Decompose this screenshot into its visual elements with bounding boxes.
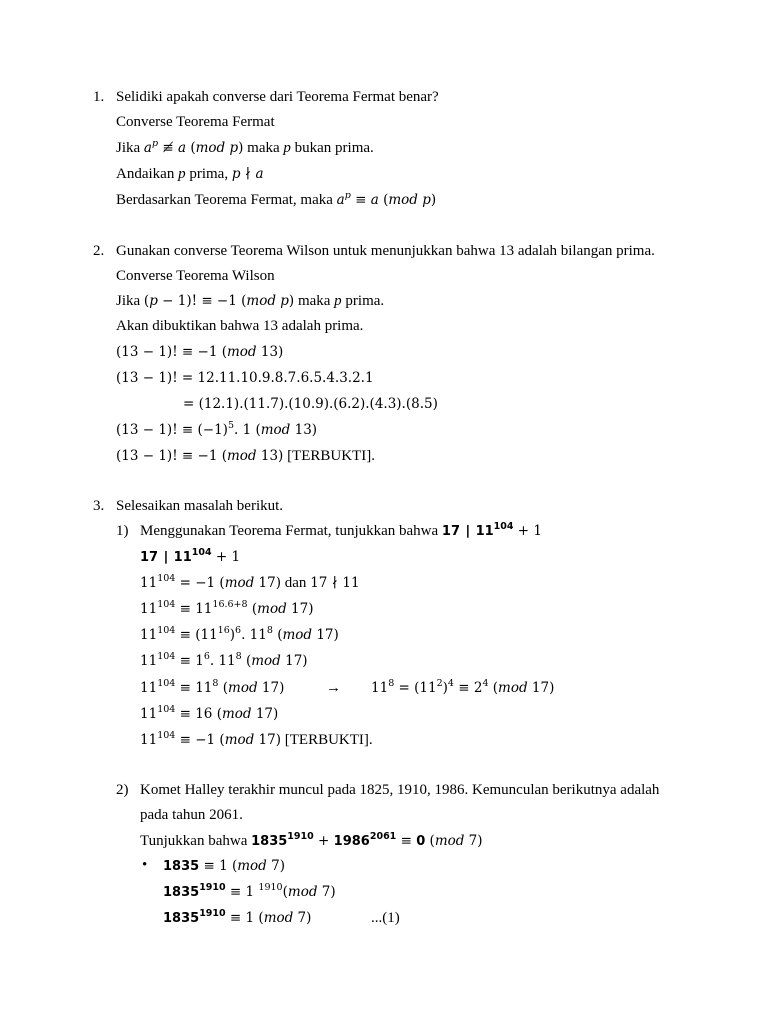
q3-sub2-line1: Komet Halley terakhir muncul pada 1825, 1910, 1986. Kemunculan berikutnya adalah <box>140 782 660 798</box>
equation-reference: ...(1) <box>371 910 400 926</box>
q2-statement: Jika (p − 1)! ≡ −1 (mod p) maka p prima. <box>116 293 385 309</box>
q3-sub1-eq3: $11^{104} \equiv 11^{16.6+8}$ (mod 17) <box>140 599 314 617</box>
q2-eq3: = (12.1).(11.7).(10.9).(6.2).(4.3).(8.5) <box>183 396 438 412</box>
q3-sub1-eq7: $11^{104} \equiv 16$ (mod 17) <box>140 704 279 722</box>
q2-eq5: (13 − 1)! ≡ −1 (mod 13) [TERBUKTI]. <box>116 448 375 464</box>
q2-eq2: (13 − 1)! = 12.11.10.9.8.7.6.5.4.3.2.1 <box>116 370 374 386</box>
q1-statement: Jika $a^p$ ≢ a (mod p) maka p bukan prima. <box>116 138 374 156</box>
q3-sub2-eq1: 1835 ≡ 1 (mod 7) <box>163 858 285 874</box>
q3-sub2-line2: pada tahun 2061. <box>140 807 243 823</box>
q3-sub1-side-eq: $11^8 = (11^2)^4 \equiv 2^4$ (mod 17) <box>371 678 555 696</box>
q3-sub2-goal: Tunjukkan bahwa $1835^{1910} + 1986^{2061} \equiv 0$ (mod 7) <box>140 831 483 849</box>
q3-sub1-eq6: $11^{104} \equiv 11^8$ (mod 17) <box>140 678 285 696</box>
q3-number: 3. <box>93 498 105 514</box>
q3-title: Selesaikan masalah berikut. <box>116 498 284 514</box>
q3-sub1-eq8: $11^{104} \equiv -1$ (mod 17) [TERBUKTI]. <box>140 730 373 748</box>
q3-sub2-eq3: $1835^{1910} \equiv 1$ (mod 7) <box>163 908 312 926</box>
q1-subtitle: Converse Teorema Fermat <box>116 114 275 130</box>
q3-sub1-title: Menggunakan Teorema Fermat, tunjukkan bahwa 17 ∣ $11^{104} + 1$ <box>140 521 542 539</box>
q3-sub2-eq2: $1835^{1910} \equiv 1$ $^{1910}$(mod 7) <box>163 882 336 900</box>
q3-sub1-eq2: $11^{104} = -1$ (mod 17) dan 17 ∤ 11 <box>140 573 360 591</box>
q2-number: 2. <box>93 243 105 259</box>
q1-assumption: Andaikan p prima, p ∤ a <box>116 166 264 182</box>
q2-eq4: (13 − 1)! ≡ $(-1)^5$. 1 (mod 13) <box>116 420 318 438</box>
q2-claim: Akan dibuktikan bahwa 13 adalah prima. <box>116 318 364 334</box>
bullet-icon: • <box>142 857 148 873</box>
implies-arrow: → <box>326 680 341 696</box>
q2-title: Gunakan converse Teorema Wilson untuk menunjukkan bahwa 13 adalah bilangan prima. <box>116 243 655 259</box>
q3-sub1-number: 1) <box>116 523 129 539</box>
q3-sub1-eq4: $11^{104} \equiv (11^{16})^6$. $11^8$ (mod 17) <box>140 625 339 643</box>
q2-subtitle: Converse Teorema Wilson <box>116 268 275 284</box>
q1-number: 1. <box>93 89 105 105</box>
q3-sub2-number: 2) <box>116 782 129 798</box>
q3-sub1-eq5: $11^{104} \equiv 1^6$. $11^8$ (mod 17) <box>140 651 308 669</box>
q1-title: Selidiki apakah converse dari Teorema Fermat benar? <box>116 89 439 105</box>
q2-eq1: (13 − 1)! ≡ −1 (mod 13) <box>116 344 284 360</box>
q3-sub1-eq1: 17 ∣ $11^{104} + 1$ <box>140 547 241 565</box>
q1-conclusion: Berdasarkan Teorema Fermat, maka $a^p \equiv a$ (mod p) <box>116 190 437 208</box>
